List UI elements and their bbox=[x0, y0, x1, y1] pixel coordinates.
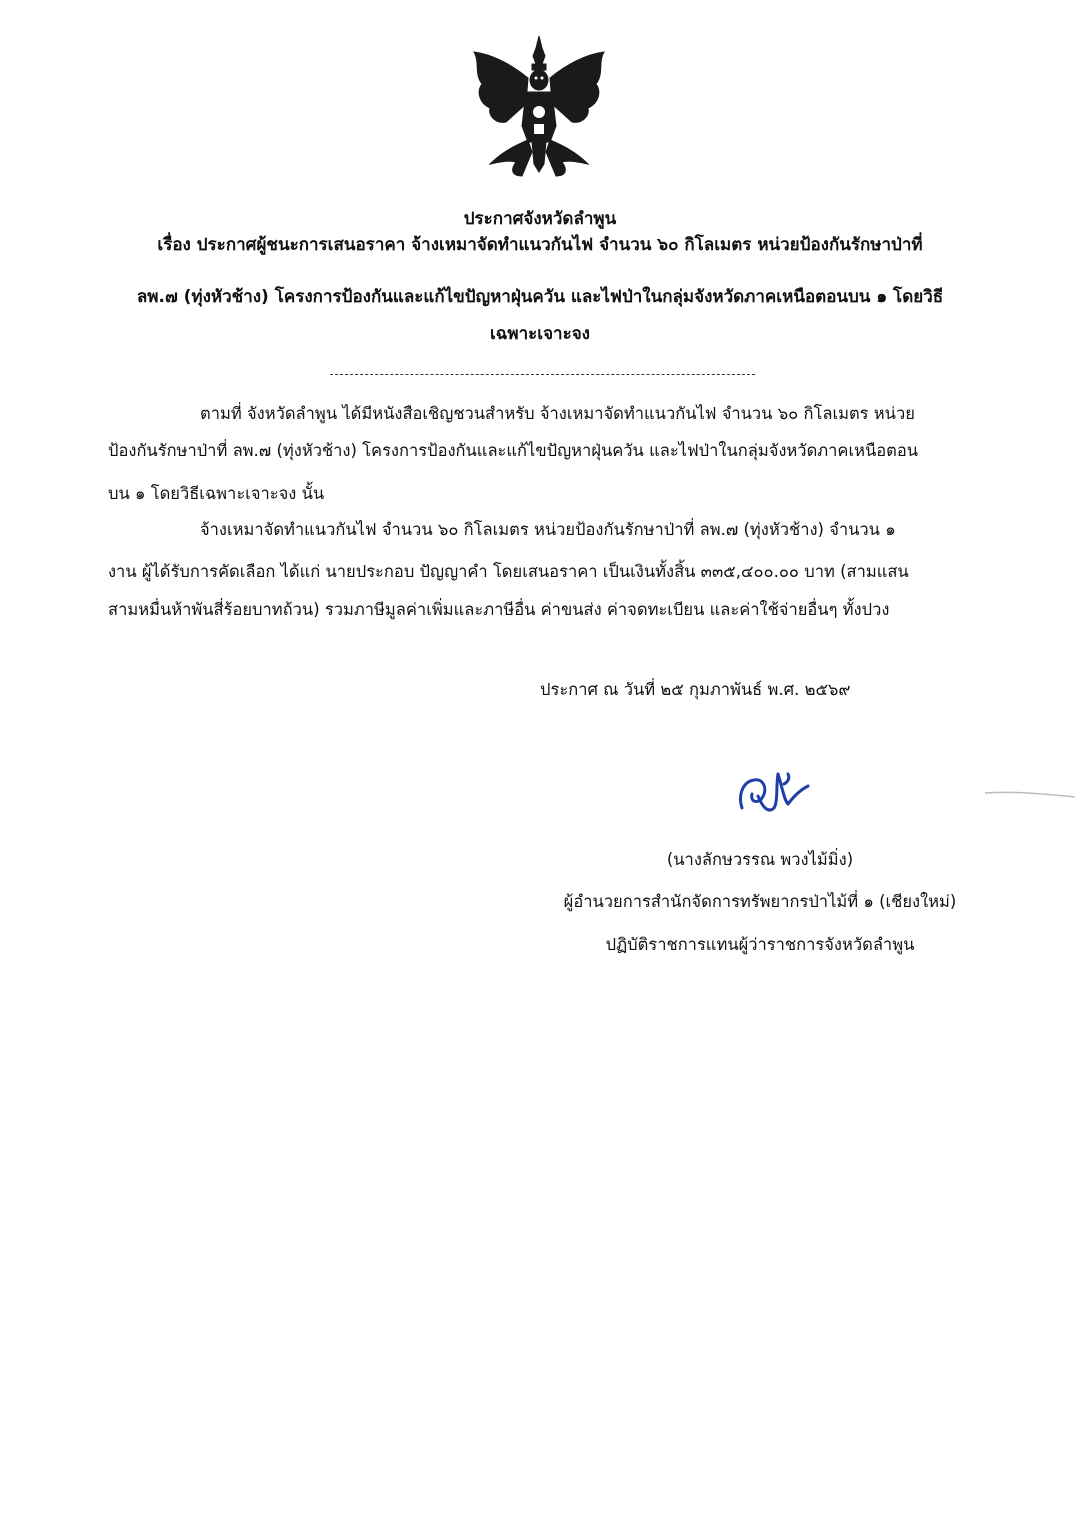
paragraph-2-line-2: งาน ผู้ได้รับการคัดเลือก ได้แก่ นายประกอบ ปัญญาคำ โดยเสนอราคา เป็นเงินทั้งสิ้น ๓๓๕,๔๐๐.๐๐ บาท (สามแสน bbox=[108, 562, 909, 581]
garuda-emblem-icon bbox=[466, 34, 612, 184]
paragraph-1-line-3: บน ๑ โดยวิธีเฉพาะเจาะจง นั้น bbox=[108, 484, 325, 503]
divider-line bbox=[330, 374, 755, 375]
subject-line-1: เรื่อง ประกาศผู้ชนะการเสนอราคา จ้างเหมาจัดทำแนวกันไฟ จำนวน ๖๐ กิโลเมตร หน่วยป้องกันรักษาป่าที่ bbox=[157, 235, 923, 255]
subject-line-3: เฉพาะเจาะจง bbox=[490, 324, 590, 344]
signature-icon bbox=[728, 756, 828, 826]
paragraph-2-line-3: สามหมื่นห้าพันสี่ร้อยบาทถ้วน) รวมภาษีมูลค่าเพิ่มและภาษีอื่น ค่าขนส่ง ค่าจดทะเบียน และค่าใช้จ่ายอื่นๆ ทั้งปวง bbox=[108, 600, 890, 619]
scan-mark bbox=[985, 785, 1075, 805]
paragraph-1-line-2: ป้องกันรักษาป่าที่ ลพ.๗ (ทุ่งหัวช้าง) โครงการป้องกันและแก้ไขปัญหาฝุ่นควัน และไฟป่าในกลุ่มจังหวัดภาคเหนือตอน bbox=[108, 441, 919, 460]
paragraph-2-line-1: จ้างเหมาจัดทำแนวกันไฟ จำนวน ๖๐ กิโลเมตร หน่วยป้องกันรักษาป่าที่ ลพ.๗ (ทุ่งหัวช้าง) จำนวน ๑ bbox=[200, 520, 896, 539]
divider bbox=[330, 366, 755, 380]
announcement-date: ประกาศ ณ วันที่ ๒๕ กุมภาพันธ์ พ.ศ. ๒๕๖๙ bbox=[540, 680, 851, 699]
paragraph-1-line-1: ตามที่ จังหวัดลำพูน ได้มีหนังสือเชิญชวนสำหรับ จ้างเหมาจัดทำแนวกันไฟ จำนวน ๖๐ กิโลเมตร หน่วย bbox=[200, 404, 915, 423]
signatory-name: (นางลักษวรรณ พวงไม้มิ่ง) bbox=[666, 850, 854, 869]
subject-line-2: ลพ.๗ (ทุ่งหัวช้าง) โครงการป้องกันและแก้ไขปัญหาฝุ่นควัน และไฟป่าในกลุ่มจังหวัดภาคเหนือตอนบน ๑ โดยวิธี bbox=[136, 287, 944, 307]
agency-title: ประกาศจังหวัดลำพูน bbox=[463, 209, 617, 229]
signatory-acting-for: ปฏิบัติราชการแทนผู้ว่าราชการจังหวัดลำพูน bbox=[605, 935, 915, 954]
signatory-position: ผู้อำนวยการสำนักจัดการทรัพยากรป่าไม้ที่ ๑ (เชียงใหม่) bbox=[563, 892, 957, 911]
